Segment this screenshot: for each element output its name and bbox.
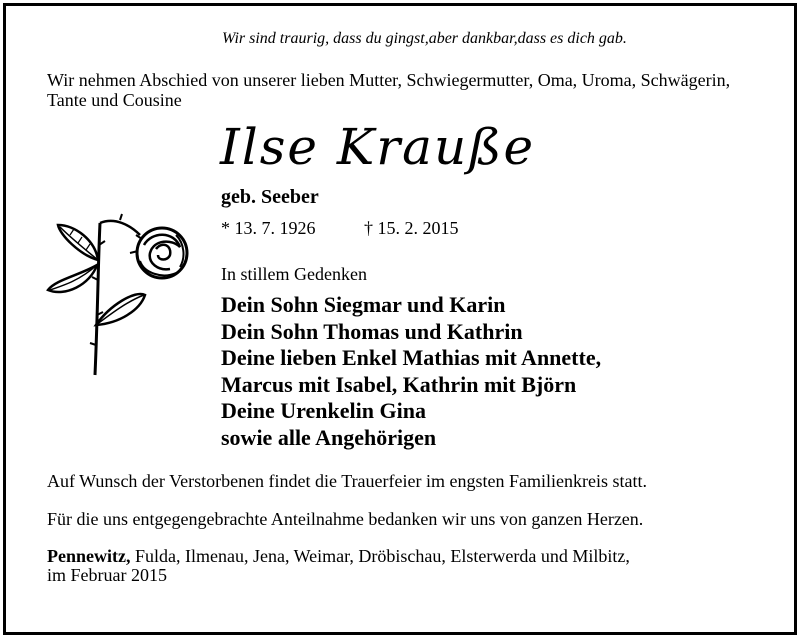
mourner-line: Dein Sohn Thomas und Kathrin (221, 318, 523, 344)
rose-illustration (40, 205, 200, 385)
death-date: † 15. 2. 2015 (364, 218, 459, 238)
mourner-line: Marcus mit Isabel, Kathrin mit Björn (221, 371, 577, 397)
mourner-line: sowie alle Angehörigen (221, 424, 437, 450)
mourner-line: Deine Urenkelin Gina (221, 398, 426, 423)
deceased-name: Ilse Krauße (220, 118, 536, 176)
mourners-list (221, 292, 601, 451)
motto-quote: Wir sind traurig, dass du gingst,aber dankbar,dass es dich gab. (222, 30, 627, 47)
place-date: im Februar 2015 (47, 565, 167, 585)
birth-date: * 13. 7. 1926 (221, 218, 316, 238)
place-others: Fulda, Ilmenau, Jena, Weimar, Dröbischau, Elsterwerda und Milbitz, (130, 546, 630, 566)
place-and-date (47, 547, 630, 585)
memory-label: In stillem Gedenken (221, 264, 367, 284)
place-town: Pennewitz, (47, 546, 131, 566)
intro-text: Wir nehmen Abschied von unserer lieben Mutter, Schwiegermutter, Oma, Uroma, Schwägerin, Tante und Cousine (47, 70, 731, 110)
birth-name: geb. Seeber (221, 186, 319, 208)
mourner-line: Dein Sohn Siegmar und Karin (221, 292, 506, 317)
thanks-note: Für die uns entgegengebrachte Anteilnahme bedanken wir uns von ganzen Herzen. (47, 509, 644, 529)
mourner-line: Deine lieben Enkel Mathias mit Annette, (221, 345, 602, 370)
funeral-note: Auf Wunsch der Verstorbenen findet die Trauerfeier im engsten Familienkreis statt. (47, 471, 647, 491)
